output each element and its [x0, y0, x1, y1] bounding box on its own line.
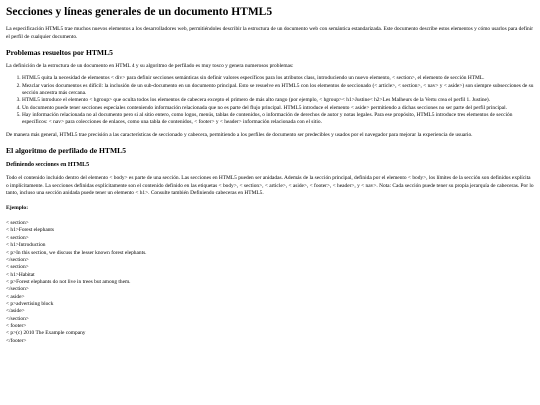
code-line: < p>(c) 2010 The Example company: [6, 330, 86, 337]
code-line: </section>: [6, 315, 29, 322]
page-title: Secciones y líneas generales de un documento HTML5: [6, 6, 273, 18]
code-line: < h1>Habitat: [6, 271, 35, 278]
problems-lead: La definición de la estructura de un documento en HTML 4 y su algoritmo de perfilado es muy tosco y genera numerosos problemas:: [6, 63, 294, 70]
code-line: < p>Forest elephants do not live in trees but among them.: [6, 278, 131, 285]
code-line: </aside>: [6, 308, 25, 315]
problems-list: [6, 75, 534, 126]
list-item: 1. HTML5 quita la necesidad de elementos < div> para definir secciones semánticas sin definir valores específicos para los atributos class, introduciendo un nuevo elemento, < section>, el elemento de sección HTML.: [22, 75, 534, 82]
list-item: 5. Hay información relacionada no al documento pero si al sitio entero, como logos, menús, tablas de contenidos, o información de derechos de autor y notas legales. Para ese propósito, HTML5 introduce tres elementos de sección específicos: < nav> para colecciones de enlaces, como una tabla de contenidos, < footer> y < header> información relacionada con el sitio.: [22, 112, 534, 127]
code-line: </footer>: [6, 337, 27, 344]
subheading-defining-sections: Definiendo secciones en HTML5: [6, 162, 90, 169]
intro-paragraph: La especificación HTML5 trae muchos nuevos elementos a los desarrolladores web, permitiéndoles describir la estructura de un documento web con semántica estandarizada. Este documento describe estos elementos y cómo usarlos para definir el perfil de cualquier documento.: [6, 26, 534, 40]
code-line: < section>: [6, 234, 29, 241]
code-line: < p>advertising block: [6, 300, 54, 307]
list-item: 4. Un documento puede tener secciones especiales conteniendo información relacionada que no es parte del flujo principal. HTML5 introduce el elemento < aside> permitiendo a dichas secciones no ser parte del perfil principal.: [22, 105, 534, 112]
problems-closing: De manera más general, HTML5 trae precisión a las características de seccionado y cabecera, permitiendo a los perfiles de documento ser predecibles y usados por el navegador para mejorar la experiencia de usuario.: [6, 131, 473, 138]
code-line: </section>: [6, 286, 29, 293]
section-heading-problems: Problemas resueltos por HTML5: [6, 47, 113, 57]
code-line: < section>: [6, 220, 29, 227]
list-item: 3. HTML5 introduce el elemento < hgroup> que oculta todos los elementos de cabecera excepto el primero de más alto rango (por ejemplo, < hgroup>< h1>Justine< h2>Les Malheurs de la Vertu crea el perfil 1. Justine).: [22, 97, 534, 104]
code-line: </section>: [6, 256, 29, 263]
code-example: [6, 220, 534, 345]
section-heading-algorithm: El algoritmo de perfilado de HTML5: [6, 146, 127, 156]
code-line: < h1>Forest elephants: [6, 227, 54, 234]
code-line: < p>In this section, we discuss the lesser known forest elephants.: [6, 249, 147, 256]
algorithm-body: Todo el contenido incluido dentro del elemento < body> es parte de una sección. Las secciones en HTML5 pueden ser anidadas. Además de la sección principal, definida por el elemento < body>, los límites de la sección son definidos explícita o implícitamente. La secciones definidas explícitamente son el contenido definido en las etiquetas < body>, < section>, < article>, < aside>, < footer>, < header>, y < nav>. Nota: Cada sección puede tener su propia jerarquía de cabeceras. Por lo tanto, incluso una sección anidada puede tener un elemento < h1>. Consulte también Definiendo cabeceras en HTML5.: [6, 175, 534, 197]
code-line: < h1>Introduction: [6, 242, 46, 249]
code-line: < footer>: [6, 322, 27, 329]
code-line: < aside>: [6, 293, 25, 300]
code-line: < section>: [6, 264, 29, 271]
list-item: 2. Mezclar varios documentos es difícil: la inclusión de un sub-documento en un documento principal. Esto se resuelve en HTML5 con los elementos de seccionado (< article>, < section>, < nav> y < aside>) son siempre subsecciones de su sección ancestra más cercana.: [22, 83, 534, 98]
example-label: Ejemplo:: [6, 205, 29, 212]
